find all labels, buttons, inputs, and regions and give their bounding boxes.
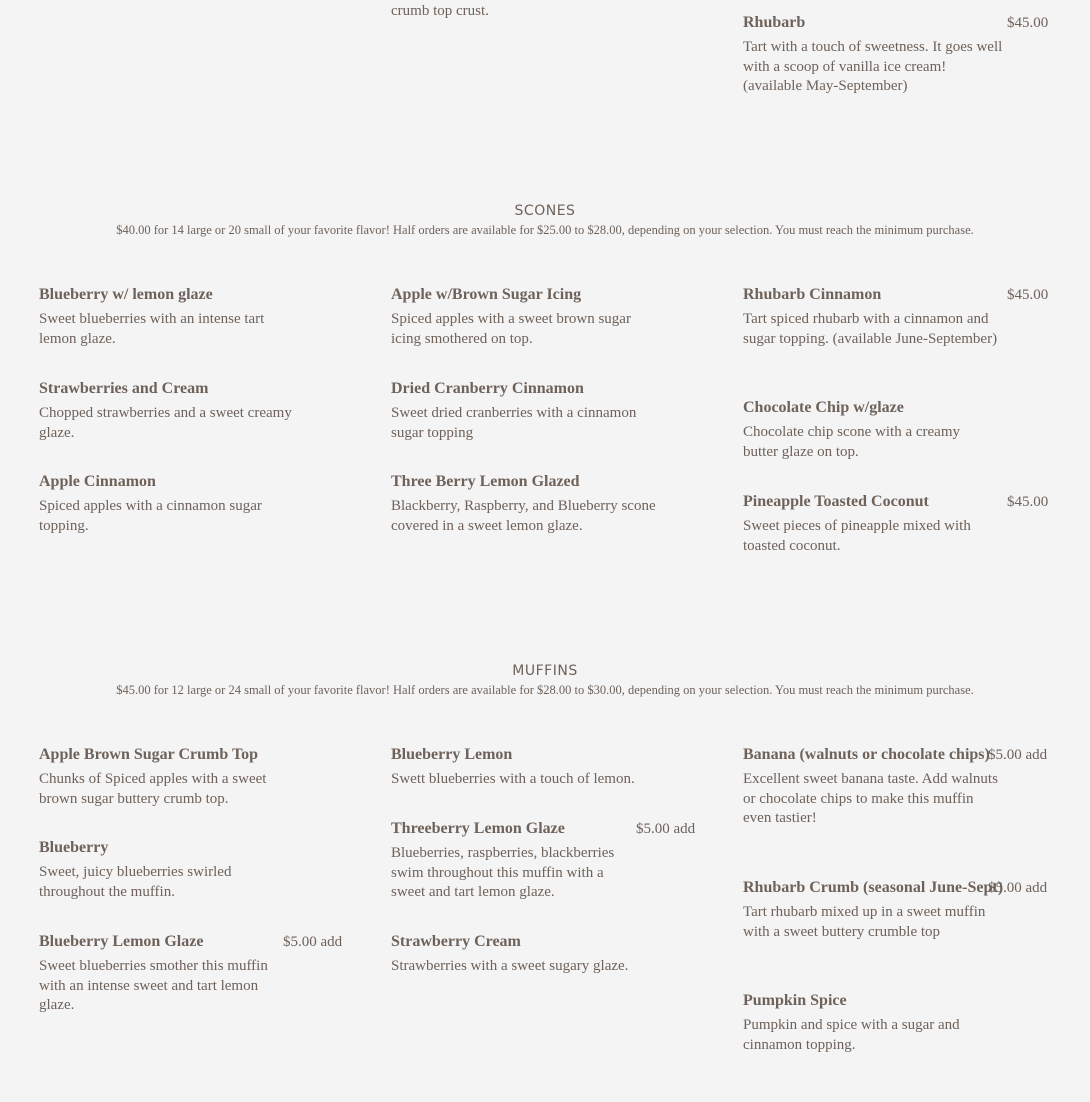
item-description: Tart spiced rhubarb with a cinnamon and sugar topping. (available June-September) xyxy=(743,311,998,347)
item-name: Apple w/Brown Sugar Icing xyxy=(391,286,582,303)
item-name: Blueberry Lemon Glaze xyxy=(39,933,204,950)
item-description: Pumpkin and spice with a sugar and cinnamon topping. xyxy=(743,1017,960,1053)
menu-item xyxy=(743,745,1003,829)
item-description: Sweet pieces of pineapple mixed with toasted coconut. xyxy=(743,518,971,554)
item-name: Blueberry xyxy=(39,839,109,856)
item-description: Spiced apples with a cinnamon sugar topping. xyxy=(39,498,262,534)
section-subtitle-scones: $40.00 for 14 large or 20 small of your favorite flavor! Half orders are available for $25.00 to $28.00, depending on your selection. You must reach the minimum purchase. xyxy=(116,223,974,237)
item-description: Excellent sweet banana taste. Add walnuts or chocolate chips to make this muffin even tastier! xyxy=(743,771,998,826)
menu-item xyxy=(39,285,294,349)
item-name: Rhubarb Cinnamon xyxy=(743,286,882,303)
menu-item xyxy=(391,472,659,536)
item-description: Sweet blueberries smother this muffin with an intense sweet and tart lemon glaze. xyxy=(39,958,268,1013)
item-price: $45.00 xyxy=(1007,15,1049,31)
item-name: Apple Brown Sugar Crumb Top xyxy=(39,746,259,763)
item-description: Chopped strawberries and a sweet creamy glaze. xyxy=(39,405,292,441)
item-description: Strawberries with a sweet sugary glaze. xyxy=(391,958,629,974)
menu-item xyxy=(39,379,294,443)
item-description: Chocolate chip scone with a creamy butter glaze on top. xyxy=(743,424,961,460)
item-name: Blueberry Lemon xyxy=(391,746,513,763)
item-description: Blackberry, Raspberry, and Blueberry scone covered in a sweet lemon glaze. xyxy=(391,498,656,534)
item-name: Rhubarb Crumb (seasonal June-Sept) xyxy=(743,879,1004,896)
menu-item xyxy=(39,745,294,809)
item-name: Threeberry Lemon Glaze xyxy=(391,820,565,837)
menu-item xyxy=(39,838,294,902)
item-description: Chunks of Spiced apples with a sweet brown sugar buttery crumb top. xyxy=(39,771,267,807)
item-name: Rhubarb xyxy=(743,14,806,31)
menu-item xyxy=(391,285,659,349)
menu-item xyxy=(39,472,294,536)
menu-item xyxy=(743,492,998,556)
item-price: $5.00 add xyxy=(988,747,1048,763)
item-name: Strawberries and Cream xyxy=(39,380,209,397)
section-title-scones: SCONES xyxy=(514,203,576,219)
item-description: Sweet blueberries with an intense tart lemon glaze. xyxy=(39,311,265,347)
item-name: Blueberry w/ lemon glaze xyxy=(39,286,213,303)
item-price: $45.00 xyxy=(1007,287,1049,303)
item-description: Blueberries, raspberries, blackberries swim throughout this muffin with a sweet and tart lemon glaze. xyxy=(391,845,615,900)
menu-item-rhubarb xyxy=(743,13,1005,97)
item-name: Chocolate Chip w/glaze xyxy=(743,399,904,416)
section-subtitle-muffins: $45.00 for 12 large or 24 small of your favorite flavor! Half orders are available for $28.00 to $30.00, depending on your selection. You must reach the minimum purchase. xyxy=(116,683,974,697)
section-title-muffins: MUFFINS xyxy=(512,663,578,679)
item-price: $5.00 add xyxy=(988,880,1048,896)
item-description: Tart rhubarb mixed up in a sweet muffin with a sweet buttery crumble top xyxy=(743,904,986,940)
item-description: Sweet, juicy blueberries swirled throughout the muffin. xyxy=(39,864,232,900)
menu-item xyxy=(39,932,294,1016)
menu-item xyxy=(391,379,659,443)
item-price: $5.00 add xyxy=(636,821,696,837)
item-description: crumb top crust. xyxy=(391,3,489,19)
menu-item xyxy=(743,398,998,462)
item-name: Dried Cranberry Cinnamon xyxy=(391,380,584,397)
item-description: Swett blueberries with a touch of lemon. xyxy=(391,771,635,787)
item-name: Strawberry Cream xyxy=(391,933,521,950)
item-price: $45.00 xyxy=(1007,494,1049,510)
partial-item-description xyxy=(391,2,661,22)
menu-item xyxy=(743,991,998,1055)
menu-item xyxy=(391,932,659,977)
item-name: Banana (walnuts or chocolate chips) xyxy=(743,746,990,763)
item-price: $5.00 add xyxy=(283,934,343,950)
item-description: Tart with a touch of sweetness. It goes well with a scoop of vanilla ice cream! (available May-September) xyxy=(743,39,1003,94)
item-description: Spiced apples with a sweet brown sugar icing smothered on top. xyxy=(391,311,631,347)
item-name: Apple Cinnamon xyxy=(39,473,156,490)
item-name: Pineapple Toasted Coconut xyxy=(743,493,929,510)
menu-item xyxy=(391,745,659,790)
menu-item xyxy=(391,819,636,903)
item-description: Sweet dried cranberries with a cinnamon sugar topping xyxy=(391,405,637,441)
item-name: Three Berry Lemon Glazed xyxy=(391,473,580,490)
item-name: Pumpkin Spice xyxy=(743,992,847,1009)
menu-item xyxy=(743,285,1008,349)
menu-item xyxy=(743,878,1005,942)
